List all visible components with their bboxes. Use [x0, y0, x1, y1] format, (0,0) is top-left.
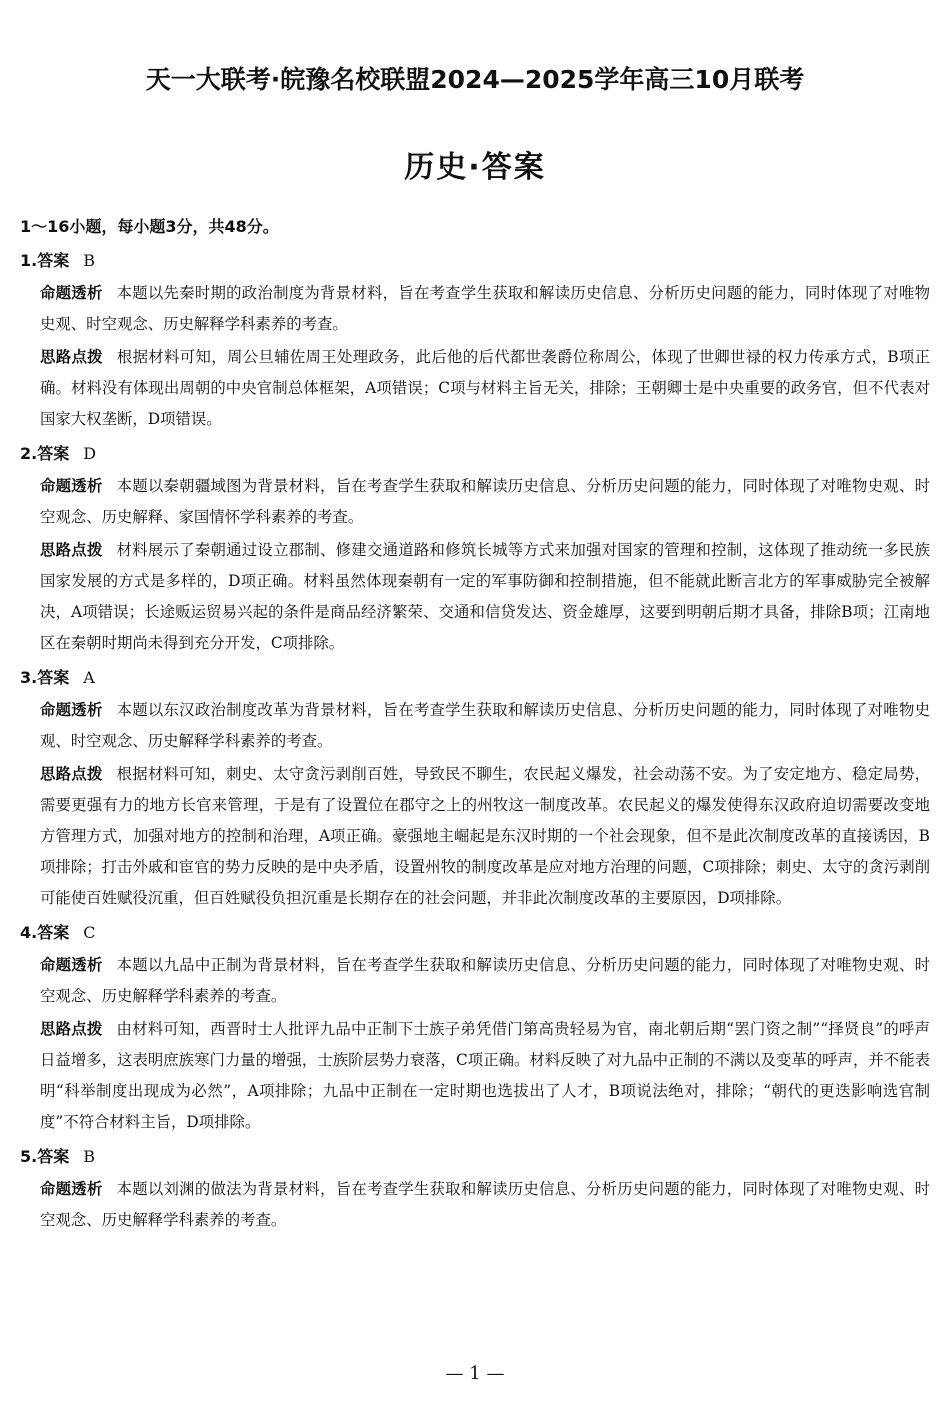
answer-option: B [83, 251, 95, 270]
answer-label: 答案 [37, 923, 70, 942]
analysis-paragraph-text: 本题以刘渊的做法为背景材料，旨在考查学生获取和解读历史信息、分析历史问题的能力，同时体现了对唯物史观、时空观念、历史解释学科素养的考查。 [40, 1180, 930, 1229]
document-title: 天一大联考·皖豫名校联盟2024—2025学年高三10月联考 [145, 65, 805, 94]
answer-option: B [83, 1147, 95, 1166]
question-block [20, 1141, 930, 1236]
analysis-paragraph [20, 278, 930, 340]
question-block [20, 917, 930, 1138]
question-answer-line [20, 438, 930, 469]
question-number: 5. [20, 1147, 38, 1166]
guidance-paragraph-text: 材料展示了秦朝通过设立郡制、修建交通道路和修筑长城等方式来加强对国家的管理和控制，这体现了推动统一多民族国家发展的方式是多样的，D项正确。材料虽然体现秦朝有一定的军事防御和控制措施，但不能就此断言北方的军事威胁完全被解决，A项错误；长途贩运贸易兴起的条件是商品经济繁荣、交通和信贷发达、资金雄厚，这要到明朝后期才具备，排除B项；江南地区在秦朝时期尚未得到充分开发，C项排除。 [40, 541, 930, 652]
answer-option: D [83, 444, 97, 463]
analysis-paragraph [20, 950, 930, 1012]
guidance-paragraph-label: 思路点拨 [40, 765, 103, 783]
analysis-paragraph-text: 本题以先秦时期的政治制度为背景材料，旨在考查学生获取和解读历史信息、分析历史问题的能力，同时体现了对唯物史观、时空观念、历史解释学科素养的考查。 [40, 284, 930, 333]
analysis-paragraph [20, 471, 930, 533]
question-answer-line [20, 662, 930, 693]
analysis-paragraph-label: 命题透析 [40, 956, 103, 974]
analysis-paragraph-label: 命题透析 [40, 477, 103, 495]
question-number: 1. [20, 251, 38, 270]
answer-content [20, 211, 930, 1236]
question-block [20, 662, 930, 914]
guidance-paragraph-text: 由材料可知，西晋时士人批评九品中正制下士族子弟凭借门第高贵轻易为官，南北朝后期“罢门资之制”“择贤良”的呼声日益增多，这表明庶族寒门力量的增强，士族阶层势力衰落，C项正确。材料反映了对九品中正制的不满以及变革的呼声，并不能表明“科举制度出现成为必然”，A项排除；九品中正制在一定时期也选拔出了人才，B项说法绝对，排除；“朝代的更迭影响选官制度”不符合材料主旨，D项排除。 [40, 1020, 930, 1131]
question-number: 3. [20, 668, 38, 687]
analysis-paragraph [20, 1174, 930, 1236]
analysis-paragraph-label: 命题透析 [40, 701, 103, 719]
answer-label: 答案 [37, 444, 70, 463]
guidance-paragraph-label: 思路点拨 [40, 541, 103, 559]
analysis-paragraph-text: 本题以东汉政治制度改革为背景材料，旨在考查学生获取和解读历史信息、分析历史问题的能力，同时体现了对唯物史观、时空观念、历史解释学科素养的考查。 [40, 701, 930, 750]
guidance-paragraph [20, 342, 930, 435]
analysis-paragraph-text: 本题以九品中正制为背景材料，旨在考查学生获取和解读历史信息、分析历史问题的能力，同时体现了对唯物史观、时空观念、历史解释学科素养的考查。 [40, 956, 930, 1005]
guidance-paragraph-label: 思路点拨 [40, 348, 103, 366]
analysis-paragraph [20, 695, 930, 757]
question-block [20, 245, 930, 435]
guidance-paragraph-text: 根据材料可知，刺史、太守贪污剥削百姓，导致民不聊生，农民起义爆发，社会动荡不安。为了安定地方、稳定局势，需要更强有力的地方长官来管理，于是有了设置位在郡守之上的州牧这一制度改革。农民起义的爆发使得东汉政府迫切需要改变地方管理方式，加强对地方的控制和治理，A项正确。豪强地主崛起是东汉时期的一个社会现象，但不是此次制度改革的直接诱因，B项排除；打击外戚和宦官的势力反映的是中央矛盾，设置州牧的制度改革是应对地方治理的问题，C项排除；刺史、太守的贪污剥削可能使百姓赋役沉重，但百姓赋役负担沉重是长期存在的社会问题，并非此次制度改革的主要原因，D项排除。 [40, 765, 930, 907]
question-number: 2. [20, 444, 38, 463]
guidance-paragraph [20, 1014, 930, 1138]
analysis-paragraph-text: 本题以秦朝疆域图为背景材料，旨在考查学生获取和解读历史信息、分析历史问题的能力，同时体现了对唯物史观、时空观念、历史解释、家国情怀学科素养的考查。 [40, 477, 930, 526]
question-answer-line [20, 1141, 930, 1172]
question-number: 4. [20, 923, 38, 942]
answer-label: 答案 [37, 668, 70, 687]
guidance-paragraph [20, 759, 930, 914]
page-number: — 1 — [445, 1363, 505, 1384]
guidance-paragraph [20, 535, 930, 659]
guidance-paragraph-text: 根据材料可知，周公旦辅佐周王处理政务，此后他的后代都世袭爵位称周公，体现了世卿世禄的权力传承方式，B项正确。材料没有体现出周朝的中央官制总体框架，A项错误；C项与材料主旨无关，排除；王朝卿士是中央重要的政务官，但不代表对国家大权垄断，D项错误。 [40, 348, 930, 428]
scoring-intro: 1～16小题，每小题3分，共48分。 [20, 217, 279, 236]
answer-option: A [83, 668, 95, 687]
question-answer-line [20, 917, 930, 948]
question-answer-line [20, 245, 930, 276]
answer-label: 答案 [37, 251, 70, 270]
answer-option: C [83, 923, 96, 942]
document-subtitle: 历史·答案 [404, 150, 546, 185]
question-list [20, 245, 930, 1236]
question-block [20, 438, 930, 659]
analysis-paragraph-label: 命题透析 [40, 284, 103, 302]
analysis-paragraph-label: 命题透析 [40, 1180, 103, 1198]
answer-label: 答案 [37, 1147, 70, 1166]
guidance-paragraph-label: 思路点拨 [40, 1020, 103, 1038]
